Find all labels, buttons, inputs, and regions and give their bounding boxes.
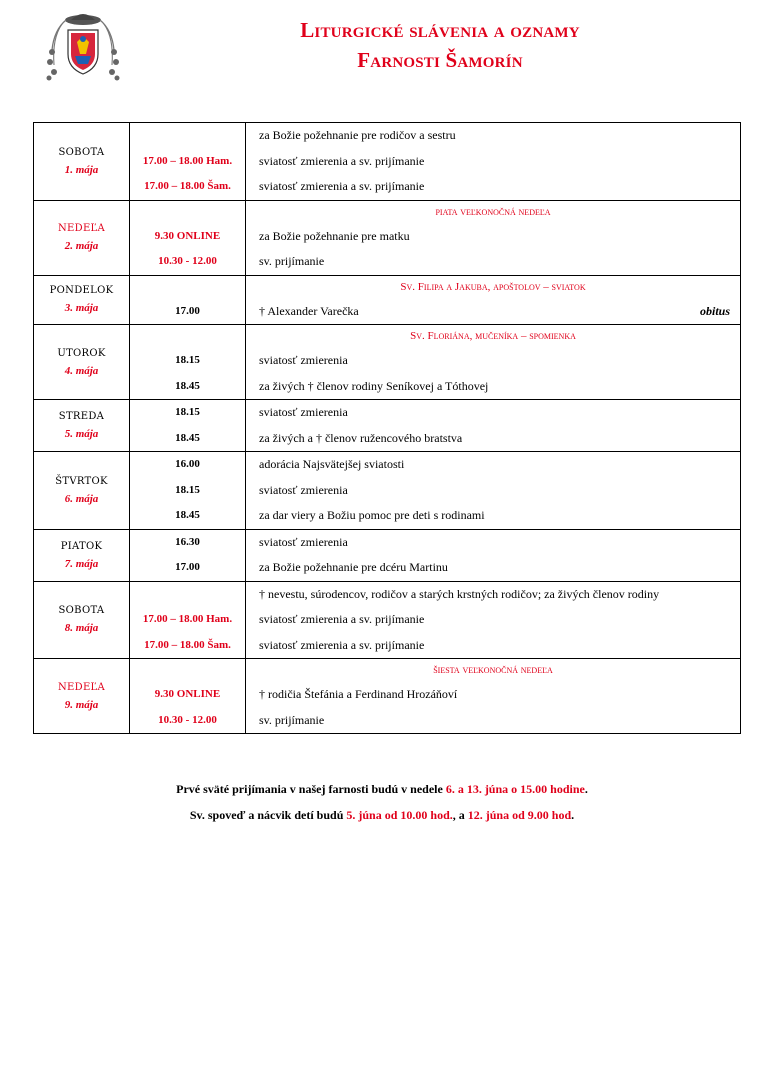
- description-cell: [246, 400, 741, 452]
- schedule-row: [34, 659, 741, 734]
- times-cell: [130, 452, 246, 530]
- time-spacer: [130, 201, 245, 224]
- intention-text: [246, 708, 740, 734]
- day-date: 9. mája: [64, 698, 99, 711]
- day-date: 3. mája: [64, 302, 99, 315]
- description-cell: [246, 529, 741, 581]
- intention-text: [246, 400, 740, 426]
- time-value: 10.30 - 12.00: [158, 713, 217, 726]
- day-name: PONDELOK: [49, 285, 114, 297]
- day-name: ŠTVRTOK: [55, 475, 108, 487]
- time-value: 9.30 ONLINE: [154, 229, 221, 242]
- feast-title: Sv. Floriána, mučeníka – spomienka: [410, 330, 576, 342]
- time-value: 16.00: [175, 458, 200, 470]
- schedule-row: [34, 325, 741, 400]
- note-text: .: [571, 808, 575, 822]
- intention-label: sviatosť zmierenia a sv. prijímanie: [259, 612, 425, 626]
- times-cell: [130, 659, 246, 734]
- intention-label: sviatosť zmierenia: [259, 405, 348, 419]
- time-value: 17.00 – 18.00 Ham.: [142, 154, 233, 167]
- intention-label: † Alexander Varečka: [259, 303, 359, 318]
- intention-label: sviatosť zmierenia a sv. prijímanie: [259, 153, 425, 168]
- intention-label: za Božie požehnanie pre rodičov a sestru: [259, 128, 456, 142]
- time-spacer: [130, 325, 245, 348]
- day-date: 8. mája: [64, 622, 99, 635]
- intention-label: za dar viery a Božiu pomoc pre deti s rodinami: [259, 508, 485, 522]
- time-value: 17.00 – 18.00 Ham.: [142, 613, 233, 625]
- note-highlight: 12. júna od 9.00 hod: [467, 808, 572, 822]
- time-value: 16.30: [175, 535, 200, 548]
- note-text: , a: [452, 808, 468, 822]
- intention-text: [246, 123, 740, 149]
- intention-label: † rodičia Štefánia a Ferdinand Hrozáňoví: [259, 687, 458, 701]
- schedule-row: [34, 200, 741, 275]
- day-name: PIATOK: [60, 540, 103, 552]
- intention-label: sviatosť zmierenia: [259, 482, 348, 497]
- note-highlight: 6. a 13. júna o 15.00 hodine: [445, 782, 585, 796]
- note-confession-practice: [0, 808, 764, 823]
- day-name: STREDA: [58, 411, 105, 422]
- description-cell: [246, 452, 741, 530]
- day-cell: [34, 275, 130, 325]
- schedule-row: [34, 400, 741, 452]
- time-value: 18.15: [175, 354, 200, 366]
- times-cell: [130, 400, 246, 452]
- day-name: NEDEĽA: [57, 681, 106, 693]
- day-cell: [34, 529, 130, 581]
- intention-text: [246, 374, 740, 400]
- time-value: 18.45: [175, 379, 200, 392]
- time-value: 18.15: [175, 483, 200, 496]
- intention-text: [246, 249, 740, 275]
- day-cell: [34, 659, 130, 734]
- intention-label: za živých † členov rodiny Seníkovej a Tóthovej: [259, 378, 489, 393]
- day-name: UTOROK: [57, 347, 106, 359]
- day-cell: [34, 581, 130, 659]
- day-date: 5. mája: [64, 428, 99, 440]
- description-cell: [246, 659, 741, 734]
- intention-label: sv. prijímanie: [259, 254, 325, 268]
- day-date: 2. mája: [64, 240, 99, 252]
- feast-title: Sv. Filipa a Jakuba, apoštolov – sviatok: [400, 280, 586, 293]
- intention-text: [246, 478, 740, 504]
- schedule-row: [34, 581, 741, 659]
- time-value: 10.30 - 12.00: [158, 255, 217, 267]
- intention-text: [246, 530, 740, 556]
- schedule-row: [34, 275, 741, 325]
- time-value: 9.30 ONLINE: [154, 688, 221, 700]
- times-cell: [130, 581, 246, 659]
- time-value: 17.00 – 18.00 Šam.: [144, 638, 231, 651]
- page-title-line2: Farnosti Šamorín: [357, 48, 523, 72]
- day-name: SOBOTA: [58, 605, 105, 617]
- description-cell: [246, 275, 741, 325]
- note-text: Sv. spoveď a nácvik detí budú: [189, 808, 347, 822]
- time-value: 17.00 – 18.00 Šam.: [144, 180, 231, 192]
- description-cell: [246, 123, 741, 201]
- intention-label: za živých a † členov ružencového bratstva: [259, 430, 463, 445]
- intention-label: † nevestu, súrodencov, rodičov a starých krstných rodičov; za živých členov rodiny: [259, 586, 660, 601]
- schedule-row: [34, 529, 741, 581]
- intention-text: [246, 426, 740, 452]
- description-cell: [246, 581, 741, 659]
- feast-title: piata veľkonočná nedeľa: [435, 205, 551, 218]
- day-name: SOBOTA: [58, 146, 105, 158]
- intention-text: [246, 682, 740, 708]
- time-value: 18.45: [175, 431, 200, 444]
- obitus-note: obitus: [699, 303, 730, 318]
- schedule-row: [34, 452, 741, 530]
- note-text: .: [584, 782, 588, 796]
- description-cell: [246, 325, 741, 400]
- intention-text: [246, 582, 740, 608]
- intention-label: za Božie požehnanie pre matku: [259, 228, 410, 243]
- schedule-table: [33, 122, 741, 734]
- day-cell: [34, 123, 130, 201]
- schedule-row: [34, 123, 741, 201]
- times-cell: [130, 325, 246, 400]
- intention-label: sviatosť zmierenia: [259, 353, 348, 367]
- day-cell: [34, 200, 130, 275]
- intention-label: sv. prijímanie: [259, 712, 325, 727]
- time-value: [130, 123, 245, 149]
- day-date: 1. mája: [64, 163, 99, 176]
- intention-label: sviatosť zmierenia: [259, 534, 348, 549]
- intention-label: adorácia Najsvätejšej sviatosti: [259, 457, 405, 471]
- intention-text: [246, 348, 740, 374]
- feast-title: šiesta veľkonočná nedeľa: [433, 664, 553, 676]
- times-cell: [130, 529, 246, 581]
- day-name: NEDEĽA: [57, 223, 106, 234]
- note-first-communion: [0, 782, 764, 797]
- time-value: 17.00: [175, 561, 200, 573]
- day-cell: [34, 400, 130, 452]
- time-value: 18.15: [175, 406, 200, 418]
- intention-label: za Božie požehnanie pre dcéru Martinu: [259, 560, 448, 574]
- intention-text: [246, 299, 740, 325]
- intention-label: sviatosť zmierenia a sv. prijímanie: [259, 179, 425, 193]
- intention-text: [246, 452, 740, 478]
- time-spacer: [130, 276, 245, 299]
- intention-text: [246, 607, 740, 633]
- intention-text: [246, 224, 740, 250]
- intention-text: [246, 174, 740, 200]
- intention-text: [246, 503, 740, 529]
- time-value: [130, 582, 245, 608]
- times-cell: [130, 200, 246, 275]
- day-cell: [34, 325, 130, 400]
- note-highlight: 5. júna od 10.00 hod.: [346, 808, 453, 822]
- intention-text: [246, 149, 740, 175]
- time-value: 17.00: [175, 304, 200, 317]
- day-date: 6. mája: [64, 492, 99, 505]
- time-value: 18.45: [175, 509, 200, 521]
- times-cell: [130, 123, 246, 201]
- page-title-line1: Liturgické slávenia a oznamy: [300, 18, 580, 42]
- coat-of-arms-icon: [44, 10, 122, 84]
- times-cell: [130, 275, 246, 325]
- day-date: 7. mája: [64, 557, 99, 570]
- intention-label: sviatosť zmierenia a sv. prijímanie: [259, 637, 425, 652]
- intention-text: [246, 633, 740, 659]
- day-date: 4. mája: [64, 364, 99, 377]
- description-cell: [246, 200, 741, 275]
- note-text: Prvé sväté prijímania v našej farnosti budú v nedele: [176, 782, 446, 796]
- day-cell: [34, 452, 130, 530]
- intention-text: [246, 555, 740, 581]
- time-spacer: [130, 659, 245, 682]
